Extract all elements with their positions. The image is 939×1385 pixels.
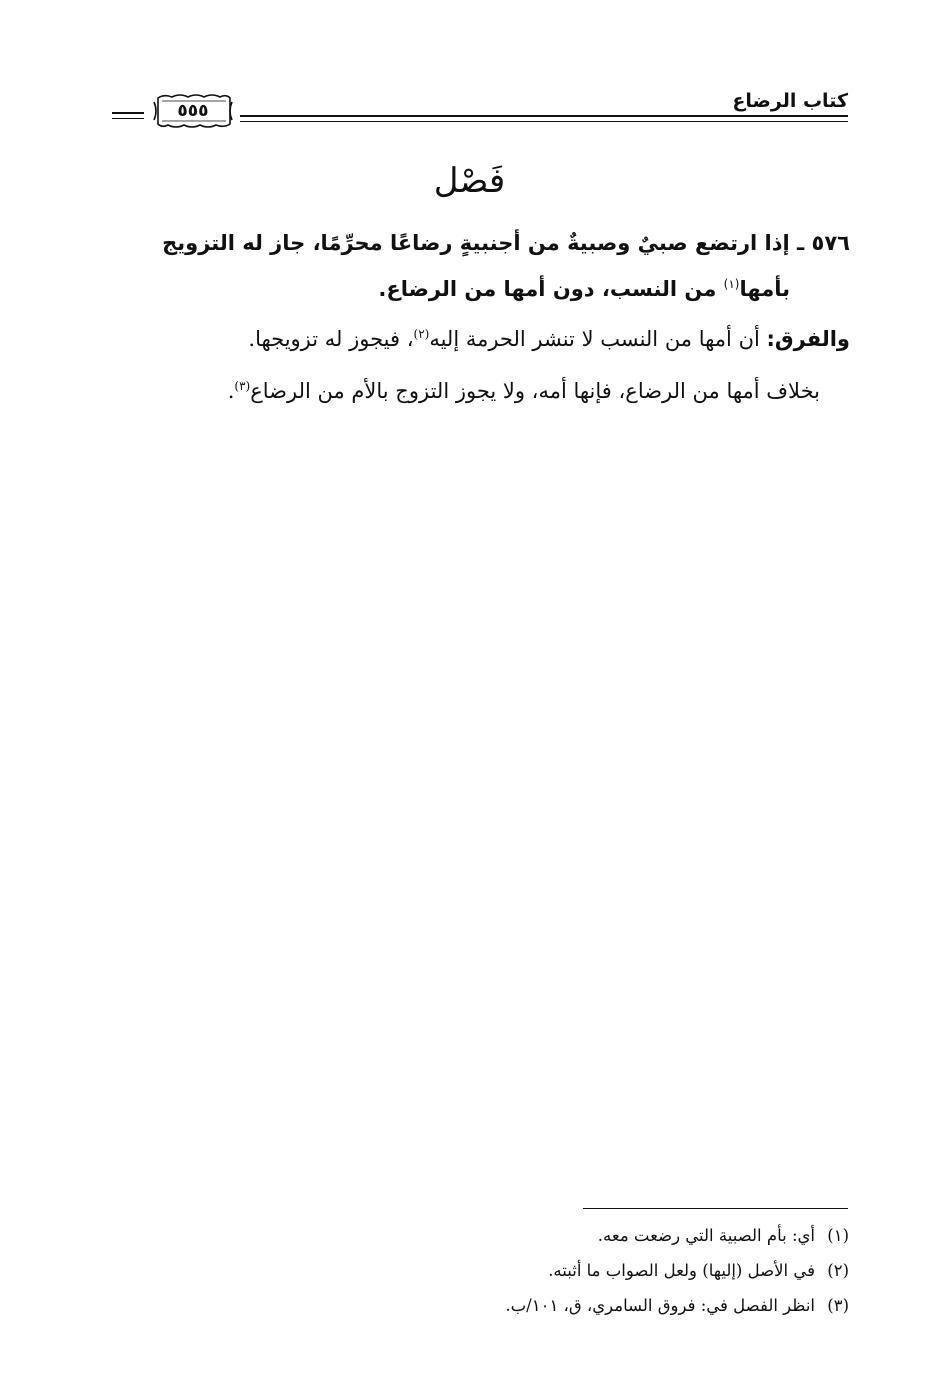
footnote-1-number: (١) xyxy=(827,1226,849,1245)
contrast-text-part2: . xyxy=(227,379,235,403)
header-rule-thick xyxy=(240,115,848,117)
issue-text-line2-part2: من النسب، دون أمها من الرضاع. xyxy=(378,277,724,301)
issue-number: ٥٧٦ xyxy=(811,231,850,255)
issue-text-line1: إذا ارتضع صبيٌ وصبيةٌ من أجنبيةٍ رضاعًا محرِّمًا، جاز له التزويج xyxy=(162,231,790,255)
page-number-badge xyxy=(150,92,236,130)
footnote-1 xyxy=(89,1218,849,1253)
section-heading: فَصْل xyxy=(433,161,506,201)
footnote-ref-3[interactable]: (٣) xyxy=(234,379,251,393)
difference-label: والفرق: xyxy=(766,327,850,351)
issue-text-line2-part1: بأمها xyxy=(739,277,790,301)
footnote-ref-2[interactable]: (٢) xyxy=(413,327,430,341)
footnote-ref-1[interactable]: (١) xyxy=(723,277,740,291)
footnote-3-number: (٣) xyxy=(827,1296,849,1315)
footnote-2-text: في الأصل (إليها) ولعل الصواب ما أثبته. xyxy=(548,1261,815,1280)
footnote-separator xyxy=(583,1208,848,1209)
footnote-1-text: أي: بأم الصبية التي رضعت معه. xyxy=(597,1226,815,1245)
footnotes-list xyxy=(89,1218,849,1323)
difference-paragraph xyxy=(118,316,850,362)
footnote-3 xyxy=(89,1288,849,1323)
contrast-text-part1: بخلاف أمها من الرضاع، فإنها أمه، ولا يجوز التزوج بالأم من الرضاع xyxy=(250,379,820,403)
difference-text-part2: ، فيجوز له تزويجها. xyxy=(248,327,414,351)
running-head: كتاب الرضاع xyxy=(732,90,848,112)
difference-text-part1: أن أمها من النسب لا تنشر الحرمة إليه xyxy=(429,327,767,351)
footnote-3-text: انظر الفصل في: فروق السامري، ق، ١٠١/ب. xyxy=(505,1296,815,1315)
issue-dash: ـ xyxy=(789,231,812,255)
page-number: ٥٥٥ xyxy=(177,101,209,121)
header-rule-thin xyxy=(240,121,848,122)
header-rule-left-thin xyxy=(112,118,144,119)
contrast-paragraph xyxy=(118,368,850,414)
issue-paragraph xyxy=(118,220,850,312)
page-header xyxy=(112,88,848,134)
footnote-2-number: (٢) xyxy=(827,1261,849,1280)
main-content xyxy=(118,220,850,414)
header-rule-left-thick xyxy=(112,112,144,114)
footnote-2 xyxy=(89,1253,849,1288)
issue-continuation xyxy=(118,266,850,312)
